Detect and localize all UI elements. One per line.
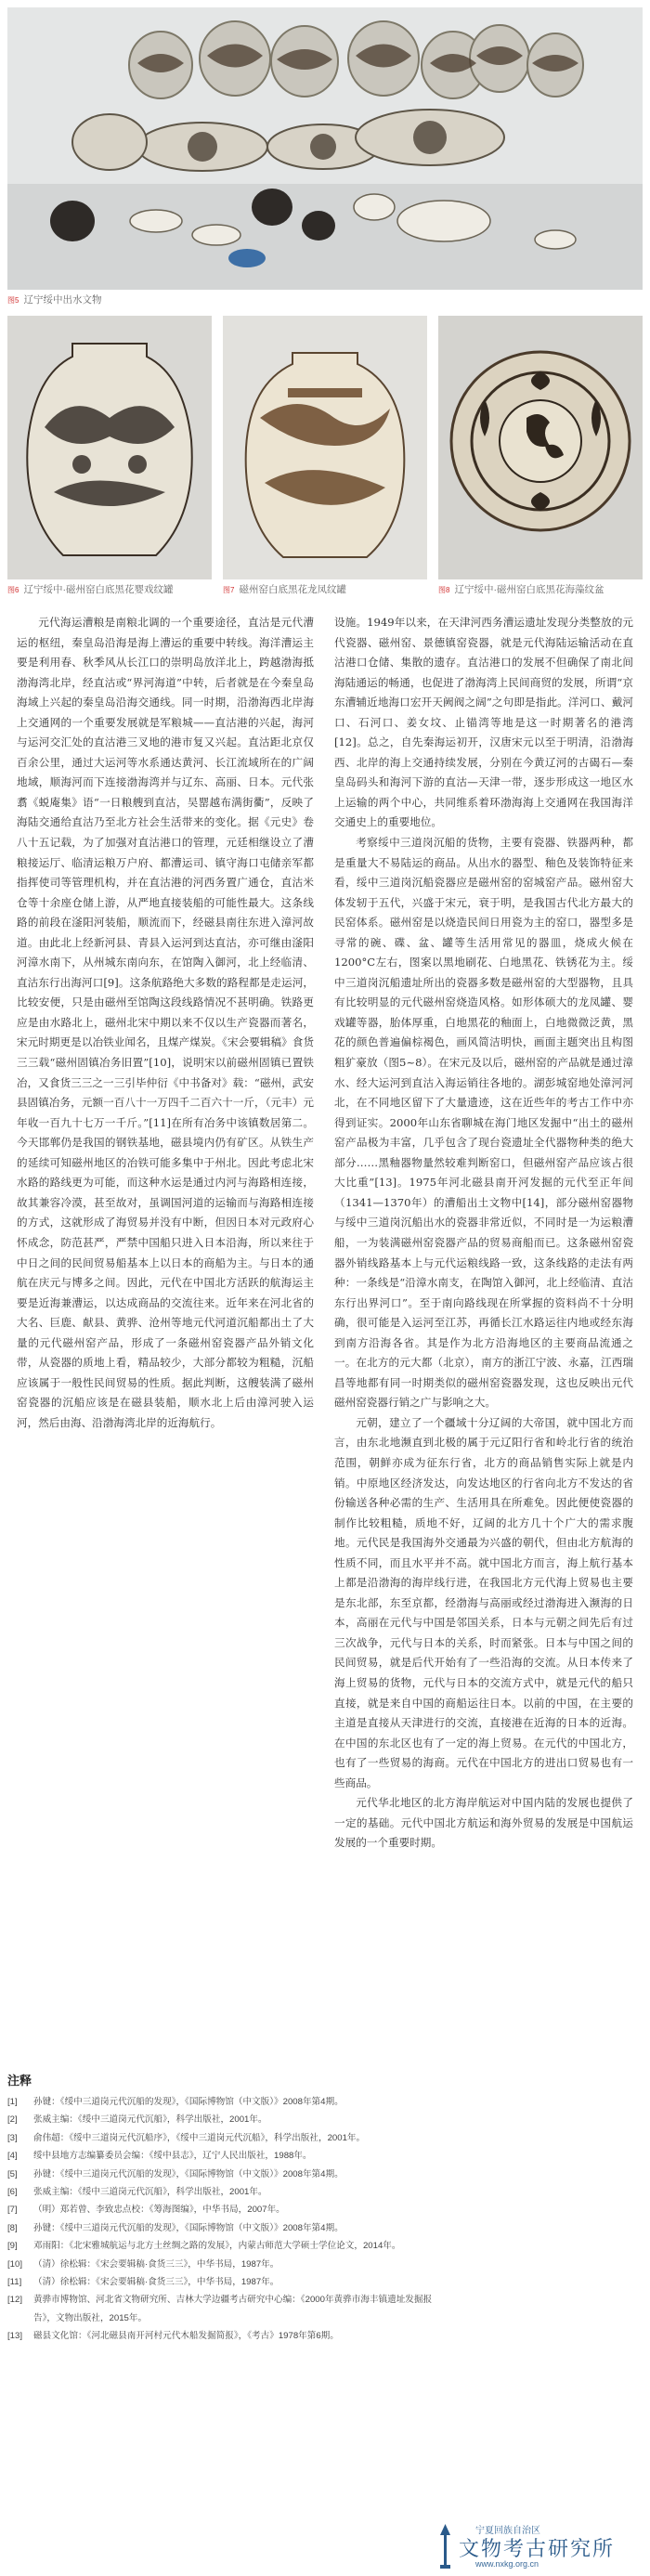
note-item: [9] 邓雨阳：《北宋雅城航运与北方土丝绸之路的发展》，内蒙古师范大学硕士学位论文，2014年。 bbox=[7, 2241, 401, 2252]
seaweed-basin-image bbox=[438, 316, 643, 579]
figure-6-text: 辽宁绥中·磁州窑白底黑花婴戏纹罐 bbox=[23, 584, 174, 595]
photo-figure-6 bbox=[7, 316, 212, 579]
photo-figure-8 bbox=[438, 316, 643, 579]
note-item: [8] 孙键：《绥中三道岗元代沉船的发现》，《国际博物馆（中文版）》2008年第4期。 bbox=[7, 2222, 344, 2233]
figure-5-number: 图5 bbox=[7, 296, 20, 305]
figure-7-caption bbox=[223, 583, 346, 597]
note-item: [11] （清）徐松辑：《宋会要辑稿·食货三三》，中华书局，1987年。 bbox=[7, 2277, 280, 2288]
figure-7-text: 磁州窑白底黑花龙凤纹罐 bbox=[239, 584, 346, 595]
photo-figure-7 bbox=[223, 316, 427, 579]
right-paragraph-4: 元代华北地区的北方海岸航运对中国内陆的发展也提供了一定的基础。元代中国北方航运和海外贸易的发展是中国航运发展的一个重要时期。 bbox=[334, 1796, 633, 1850]
note-item: [4] 绥中县地方志编纂委员会编：《绥中县志》，辽宁人民出版社，1988年。 bbox=[7, 2151, 312, 2162]
note-item: [1] 孙键：《绥中三道岗元代沉船的发现》，《国际博物馆（中文版）》2008年第4期。 bbox=[7, 2097, 344, 2107]
figure-7-number: 图7 bbox=[223, 586, 235, 594]
note-item: [3] 俞伟超：《绥中三道岗元代沉船序》，《绥中三道岗元代沉船》，科学出版社，2001年。 bbox=[7, 2132, 366, 2143]
note-item: [7] （明）郑若曾、李致忠点校：《筹海图编》，中华书局，2007年。 bbox=[7, 2205, 285, 2216]
watermark-line-1: 宁夏回族自治区 bbox=[475, 2526, 540, 2536]
notes-heading: 注释 bbox=[7, 2074, 32, 2088]
watermark-line-3: www.nxkg.org.cn bbox=[475, 2559, 540, 2569]
baby-play-jar-image bbox=[7, 316, 212, 579]
figure-8-text: 辽宁绥中·磁州窑白底黑花海藻纹盆 bbox=[454, 584, 604, 595]
dragon-phoenix-jar-image bbox=[223, 316, 427, 579]
right-paragraph-1: 设施。1949年以来，在天津河西务漕运遗址发现分类整放的元代瓷器、磁州窑、景德镇窑瓷器，就是元代海陆运输活动在直沽港口仓储、集散的遗存。直沽港口的发展不但确保了南北间海陆通运的畅通，也促进了渤海湾上民间商贸的发展，所谓“京东漕辅近地海口宏开天阙阀之阔”之句即是指此。洋河口、戴河口、石河口、姜女坟、止锚湾等地是这一时期著名的港湾[12]。总之，自先秦海运初开，汉唐宋元以至于明清，沿渤海西、北岸的海上交通持续发展，分别在今黄辽河的古碣石—秦皇岛码头和海河下游的直沽—天津一带，逐步形成这一地区水上运输的两个中心，共同维系着环渤海海上交通网在我国海洋交通史上的重要地位。 bbox=[334, 616, 633, 829]
figure-6-caption bbox=[7, 583, 173, 597]
note-item: [6] 张威主编：《绥中三道岗元代沉船》，科学出版社，2001年。 bbox=[7, 2187, 267, 2198]
watermark-line-2: 文物考古研究所 bbox=[459, 2537, 616, 2560]
figure-6-number: 图6 bbox=[7, 586, 20, 594]
institute-watermark bbox=[438, 2522, 633, 2572]
figure-8-caption bbox=[438, 583, 604, 597]
figure-5-text: 辽宁绥中出水文物 bbox=[23, 294, 102, 306]
note-item: [2] 张威主编：《绥中三道岗元代沉船》，科学出版社，2001年。 bbox=[7, 2114, 267, 2126]
excavated-artifacts-image bbox=[7, 7, 643, 290]
note-item: [5] 孙键：《绥中三道岗元代沉船的发现》，《国际博物馆（中文版）》2008年第4期。 bbox=[7, 2168, 344, 2179]
note-item: [12] 黄骅市博物馆、河北省文物研究所、吉林大学边疆考古研究中心编：《2000年黄骅市海丰镇遗址发掘报告》，文物出版社，2015年。 bbox=[7, 2295, 433, 2323]
right-paragraph-3: 元朝，建立了一个疆域十分辽阔的大帝国，就中国北方而言，由东北地濒直到北极的属于元辽阳行省和岭北行省的统治范围，朝鲜亦成为征东行省，北方的商品销售实际上就是内销。中原地区经济发达，向发达地区的行省向北方不发达的省份输送各种必需的生产、生活用具在所难免。因此便使瓷器的制作比较粗糙，质地不好，辽阔的北方几十个广大的需求腹地。元代民是我国海外交通最为兴盛的朝代，但由北方航海的性质不同，而且水平并不高。就中国北方而言，海上航行基本上都是沿渤海的海岸线行进，在我国北方元代海上贸易也主要是东北部，东至京都，经渤海与高丽或经过渤海进入濒海的日本，高丽在元代与中国是邻国关系，日本与元朝之间先后有过三次战争，元代与日本的关系，时而紧张。日本与中国之间的民间贸易，就是后代开始有了一些沿海的交流。从日本传来了海上贸易的货物，元代与日本的交流方式中，就是元代的船只直接，就是来自中国的商船运往日本。以前的中国，在主要的主道是直接从天津进行的交流，直接港在近海的日本的近海。在中国的东北区也有了一定的海上贸易。在元代的中国北方，也有了一些贸易的海商。元代在中国北方的进出口贸易也有一些商品。 bbox=[334, 1415, 633, 1789]
right-text-column bbox=[334, 613, 633, 2048]
note-item: [10] （清）徐松辑：《宋会要辑稿·食货三三》，中华书局，1987年。 bbox=[7, 2258, 280, 2270]
left-text-column bbox=[17, 613, 314, 2048]
note-item: [13] 磁县文化馆：《河北磁县南开河村元代木船发掘简报》，《考古》1978年第6期。 bbox=[7, 2331, 339, 2342]
figure-5-caption bbox=[7, 293, 101, 307]
figure-8-number: 图8 bbox=[438, 586, 450, 594]
right-paragraph-2: 考察绥中三道岗沉船的货物，主要有瓷器、铁器两种，都是重量大不易陆运的商品。从出水的器型、釉色及装饰特征来看，绥中三道岗沉船瓷器应是磁州窑的窑城窑产品。磁州窑大体发轫于五代，兴盛于宋元，衰于明，是我国古代北方最大的民窑体系。磁州窑是以烧造民间日用瓷为主的窑口，器型多是寻常的碗、碟、盆、罐等生活用常见的器皿，烧成火候在1200°C左右，图案以黑地刷花、白地黑花、铁锈花为主。绥中三道岗沉船遗址所出的瓷器多数是磁州窑的大型器物，且具有比较明显的元代磁州窑烧造风格。如形体硕大的龙凤罐、婴戏罐等器，胎体厚重，白地黑花的釉面上，白地微微泛黄，黑花的颜色普遍偏棕褐色，画风简洁明快，画面主题突出且构图粗犷豪放（图5~8）。在宋元及以后，磁州窑的产品就是通过漳水、经大运河到直沽入海运销往各地的。湖彭城窑地处漳河河北，在不同地区留下了大量遗迹，这在近些年的考古工作中亦得到证实。2000年山东省聊城在海门地区发掘中“出土的磁州窑产品极为丰富，几乎包含了现台瓷遗址全代器物种类的绝大部分……黑釉器物量然较难判断窑口，但磁州窑产品应该占很大比重”[13]。1975年河北磁县南开河发掘的元代至正年间（1341—1370年）的漕船出土文物中[14]，部分磁州窑器物与绥中三道岗沉船出水的瓷器非常近似，不同时是一为运粮漕船，一为装满磁州窑瓷器产品的贸易商船而已。这条磁州窑瓷器外销线路基本上与元代运粮线路一致，这条线路的走法有两种：一条线是“沿漳水南支，在陶馆入御河，北上经临清、直沽东行出界河口”。至于南向路线现在所掌握的资料尚不十分明确，很可能是入运河至江苏，再循长江水路运往内地或经东海到南方沿海各省。其是作为北方沿海地区的主要商品流通之一。在北方的元大都（北京），南方的浙江宁波、永嘉，江西瑞昌等地都有同一时期类似的磁州窑瓷器发现，这也反映出元代磁州窑瓷器行销之广与影响之大。 bbox=[334, 836, 633, 1410]
notes-list bbox=[7, 2093, 643, 2346]
photo-figure-5 bbox=[7, 7, 643, 290]
left-paragraph-1: 元代海运漕粮是南粮北调的一个重要途径，直沽是元代漕运的枢纽，秦皇岛沿海是海上漕运的重要中转线。海洋漕运主要是利用春、秋季风从长江口的崇明岛放洋北上，跨越渤海抵渤海湾北岸，经直沽或“界河海道”中转，后者就是在今秦皇岛海域上兴起的秦皇岛沿海交通线。同一时期，沿渤海西北岸海上交通网的一个重要发展就是军粮城——直沽港的兴起，海河与运河交汇处的直沽港三叉地的港市复又兴起。直沽距北京仅百余公里，通过大运河等水系通达黄河、长江流域所在的广阔地域，顺海河而下连接渤海湾并与辽东、高丽、日本。元代张翥《蜕庵集》语“一日粮艘到直沽，吴罂越布满街衢”，反映了海陆交通给直沽乃至北方社会生活带来的变化。据《元史》卷八十五记载，为了加强对直沽港口的管理，元廷相继设立了漕粮接运厅、临清运粮万户府、都漕运司、镇守海口屯储亲军都指挥使司等管理机构，并在直沽港的河西务置广通仓，直沽米仓等十余座仓储上游，从严地直接装船的可能性最大。这条线路的前段在滏阳河装船，顺流而下，经磁县南往东进入漳河故道。由此北上经新河县、青县入运河到达直沽，亦可继由滏阳河漳水南下，从州城东南向东，在馆陶入御河，北上经临清、直沽东行出海河口[9]。这条航路绝大多数的路程都是走运河，比较安便，只是由磁州至馆陶这段线路情况不甚明确。铁路更应是由水路北上，磁州北宋中期以来不仅以生产瓷器而著名，宋元时期更是以冶铁业闻名，且煤产煤炭。《宋会要辑稿》食货三三载“磁州固镇冶务旧置”[10]，说明宋以前磁州固镇已置铁冶，又食货三三之一三引毕仲衍《中书备对》载：“磁州，武安县固镇冶务，元额一百八十一万四千二百六十一斤，（元丰）元年收一百九十七万一千斤。”[11]在所有冶务中该镇数居第二。今天邯郸仍是我国的钢铁基地，磁县境内仍有矿区。从铁生产的延续可知磁州地区的冶铁可能多集中于州北。因此考虑北宋水路的路线更为可能，而这种水运是通过内河与海路相连接，故其兼容冷漠，甚至故对，虽调国河道的运输而与海路相连接的方式，这就形成了海贸易并没有中断，但因日本对元政府心怀成念，防范甚严，严禁中国船只进入日本沿海，所以来往于中日之间的民间贸易船基本上以日本的商船为主。与日本的通航在庆元与博多之间。因此，元代在中国北方活跃的航海运主要是近海兼漕运，以达成商品的交流往来。近年来在河北省的大名、巨鹿、献县、黄骅、沧州等地元代河道沉船都出土了大量的元代磁州窑产品，形成了一条磁州窑瓷器产品外销文化带，从瓷器的质地上看，精品较少，大部分都较为粗糙，沉船应该属于一般性民间贸易的性质。据此判断，这艘装满了磁州窑瓷器的沉船应该是在磁县装船，顺水北上后由漳河驶入运河，然后由海、沿渤海湾北岸的近海航行。 bbox=[17, 616, 314, 1429]
